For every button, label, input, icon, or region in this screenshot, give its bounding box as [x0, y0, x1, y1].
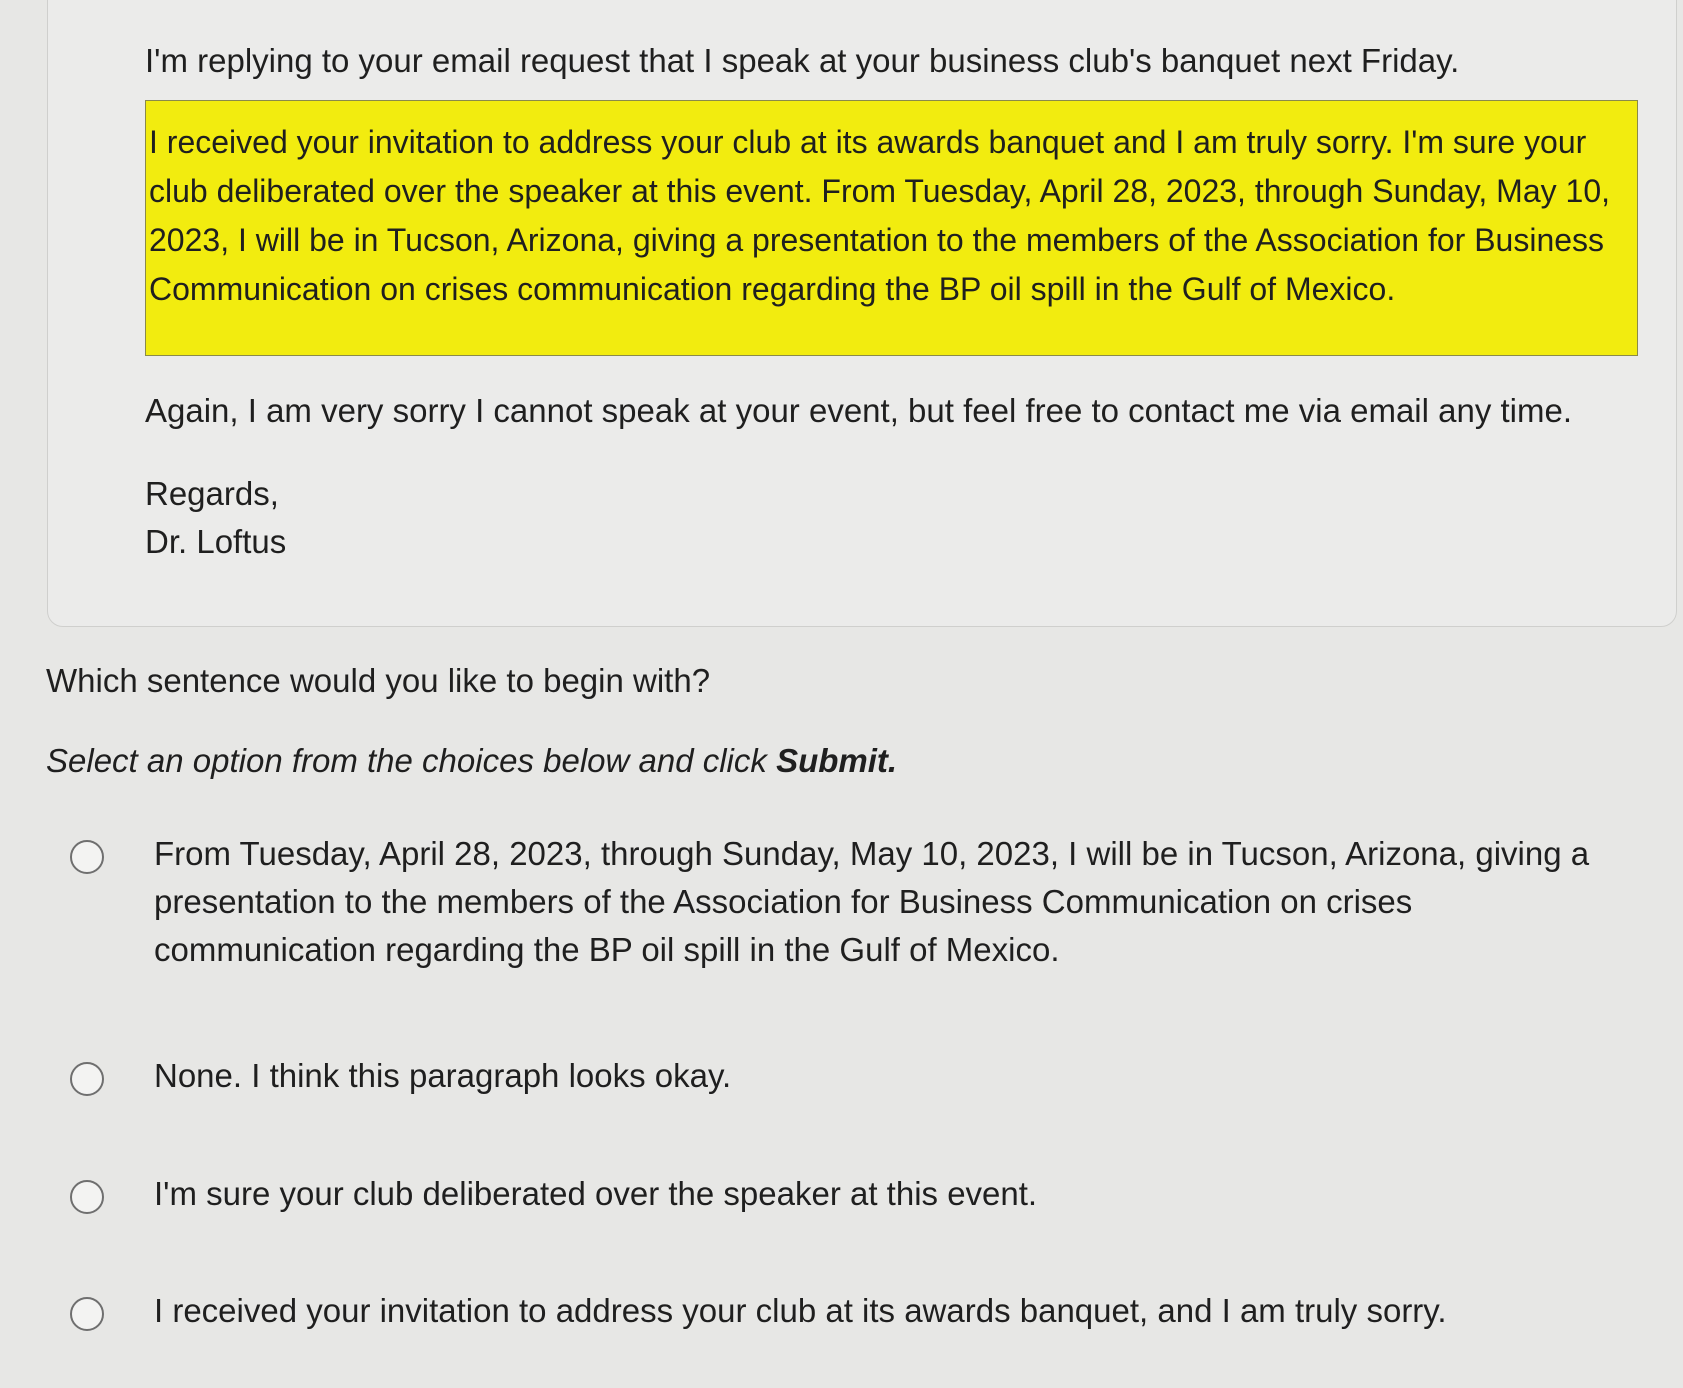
letter-signoff: Regards, — [145, 475, 279, 512]
instruction-submit-emphasis: Submit. — [776, 742, 898, 779]
letter-intro: I'm replying to your email request that I speak at your business club's banquet next Friday. — [145, 42, 1460, 79]
letter-signature: Dr. Loftus — [145, 523, 287, 560]
question-instruction — [46, 740, 897, 782]
answer-option-1[interactable] — [70, 830, 1630, 974]
letter-closing-paragraph: Again, I am very sorry I cannot speak at your event, but feel free to contact me via email any time. — [145, 392, 1573, 429]
answer-option-2[interactable] — [70, 1052, 1630, 1100]
instruction-text: Select an option from the choices below and click — [46, 742, 777, 779]
answer-option-4[interactable] — [70, 1287, 1630, 1335]
question-prompt: Which sentence would you like to begin with? — [46, 662, 711, 699]
answer-option-label[interactable]: I received your invitation to address your club at its awards banquet, and I am truly sorry. — [154, 1292, 1447, 1329]
radio-button-3[interactable] — [70, 1180, 104, 1214]
answer-option-label[interactable]: None. I think this paragraph looks okay. — [154, 1057, 732, 1094]
answer-option-label[interactable]: From Tuesday, April 28, 2023, through Sunday, May 10, 2023, I will be in Tucson, Arizona, giving a presentation to the members of the Association for Business Communication on crises communication regarding the BP oil spill in the Gulf of Mexico. — [154, 835, 1590, 968]
letter-signoff-block — [145, 470, 286, 566]
radio-button-4[interactable] — [70, 1297, 104, 1331]
answer-option-3[interactable] — [70, 1170, 1630, 1218]
radio-button-1[interactable] — [70, 840, 104, 874]
radio-button-2[interactable] — [70, 1062, 104, 1096]
highlighted-paragraph: I received your invitation to address your club at its awards banquet and I am truly sorry. I'm sure your club deliberated over the speaker at this event. From Tuesday, April 28, 2023, through Sunday, May 10, 2023, I will be in Tucson, Arizona, giving a presentation to the members of the Association for Business Communication on crises communication regarding the BP oil spill in the Gulf of Mexico. — [145, 100, 1638, 356]
answer-option-label[interactable]: I'm sure your club deliberated over the speaker at this event. — [154, 1175, 1038, 1212]
